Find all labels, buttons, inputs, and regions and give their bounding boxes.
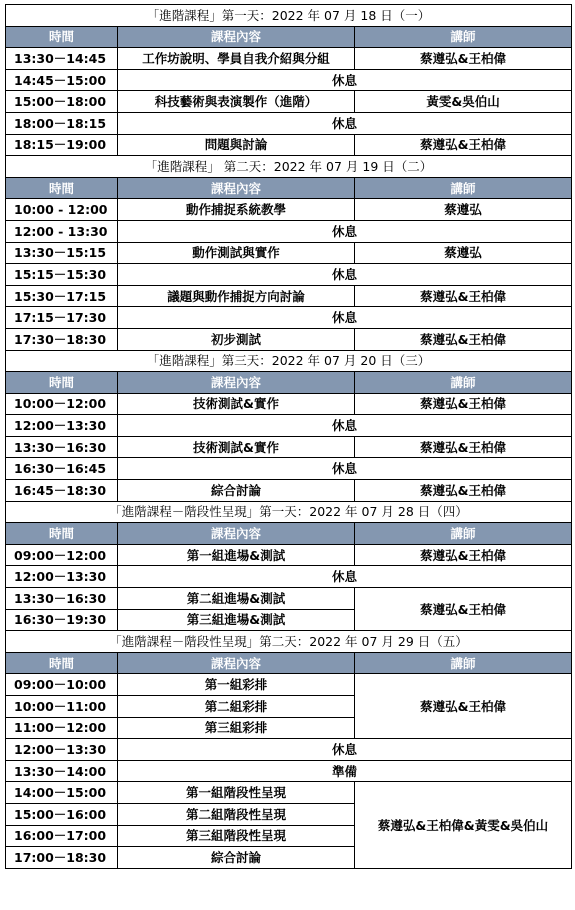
day-title: 「進階課程」第三天：2022 年 07 月 20 日（三） xyxy=(6,350,572,372)
session-time: 16:00－17:00 xyxy=(6,825,118,847)
session-teacher: 蔡遵弘&王柏偉 xyxy=(355,48,572,70)
day-title-row xyxy=(6,631,572,653)
break-label: 休息 xyxy=(118,566,572,588)
session-row xyxy=(6,199,572,221)
session-time: 16:30－16:45 xyxy=(6,458,118,480)
session-teacher: 蔡遵弘&王柏偉 xyxy=(355,436,572,458)
session-time: 17:00－18:30 xyxy=(6,847,118,869)
header-time: 時間 xyxy=(6,26,118,48)
session-time: 12:00－13:30 xyxy=(6,566,118,588)
header-teacher: 講師 xyxy=(355,652,572,674)
break-row xyxy=(6,458,572,480)
session-time: 14:00－15:00 xyxy=(6,782,118,804)
day-title-row xyxy=(6,5,572,27)
header-content: 課程內容 xyxy=(118,523,355,545)
session-time: 12:00－13:30 xyxy=(6,415,118,437)
header-content: 課程內容 xyxy=(118,372,355,394)
session-row xyxy=(6,328,572,350)
session-content: 動作測試與實作 xyxy=(118,242,355,264)
session-time: 10:00 - 12:00 xyxy=(6,199,118,221)
session-row xyxy=(6,393,572,415)
break-row xyxy=(6,112,572,134)
session-time: 13:30－14:45 xyxy=(6,48,118,70)
session-time: 16:45－18:30 xyxy=(6,480,118,502)
day-title-row xyxy=(6,156,572,178)
session-content: 第二組階段性呈現 xyxy=(118,803,355,825)
session-content: 第一組階段性呈現 xyxy=(118,782,355,804)
session-time: 14:45－15:00 xyxy=(6,69,118,91)
session-time: 12:00 - 13:30 xyxy=(6,220,118,242)
session-content: 第三組彩排 xyxy=(118,717,355,739)
break-row xyxy=(6,69,572,91)
session-content: 動作捕捉系統教學 xyxy=(118,199,355,221)
session-row xyxy=(6,134,572,156)
session-row xyxy=(6,588,572,610)
header-content: 課程內容 xyxy=(118,652,355,674)
day-title-row xyxy=(6,501,572,523)
session-time: 13:30－16:30 xyxy=(6,588,118,610)
session-time: 10:00－12:00 xyxy=(6,393,118,415)
session-teacher: 蔡遵弘&王柏偉 xyxy=(355,285,572,307)
day-title: 「進階課程－階段性呈現」第二天：2022 年 07 月 29 日（五） xyxy=(6,631,572,653)
session-time: 09:00－10:00 xyxy=(6,674,118,696)
header-teacher: 講師 xyxy=(355,523,572,545)
session-teacher: 蔡遵弘&王柏偉 xyxy=(355,544,572,566)
schedule-body xyxy=(6,5,572,869)
header-content: 課程內容 xyxy=(118,26,355,48)
session-time: 15:00－18:00 xyxy=(6,91,118,113)
break-label: 休息 xyxy=(118,739,572,761)
break-label: 準備 xyxy=(118,760,572,782)
break-label: 休息 xyxy=(118,220,572,242)
break-row xyxy=(6,760,572,782)
session-time: 15:30－17:15 xyxy=(6,285,118,307)
session-row xyxy=(6,782,572,804)
session-row xyxy=(6,48,572,70)
session-content: 第一組彩排 xyxy=(118,674,355,696)
header-time: 時間 xyxy=(6,177,118,199)
day-title: 「進階課程」 第二天：2022 年 07 月 19 日（二） xyxy=(6,156,572,178)
session-teacher: 蔡遵弘&王柏偉 xyxy=(355,588,572,631)
session-row xyxy=(6,480,572,502)
session-time: 13:30－15:15 xyxy=(6,242,118,264)
session-content: 綜合討論 xyxy=(118,480,355,502)
session-content: 問題與討論 xyxy=(118,134,355,156)
session-time: 12:00－13:30 xyxy=(6,739,118,761)
break-row xyxy=(6,739,572,761)
break-label: 休息 xyxy=(118,458,572,480)
session-content: 第二組進場&測試 xyxy=(118,588,355,610)
session-row xyxy=(6,242,572,264)
header-time: 時間 xyxy=(6,523,118,545)
header-time: 時間 xyxy=(6,652,118,674)
session-time: 16:30－19:30 xyxy=(6,609,118,631)
column-header-row xyxy=(6,26,572,48)
session-content: 科技藝術與表演製作（進階） xyxy=(118,91,355,113)
column-header-row xyxy=(6,372,572,394)
column-header-row xyxy=(6,523,572,545)
session-content: 工作坊說明、學員自我介紹與分組 xyxy=(118,48,355,70)
session-teacher: 蔡遵弘&王柏偉&黃雯&吳伯山 xyxy=(355,782,572,868)
break-label: 休息 xyxy=(118,307,572,329)
session-content: 第三組階段性呈現 xyxy=(118,825,355,847)
session-time: 15:00－16:00 xyxy=(6,803,118,825)
session-time: 18:15－19:00 xyxy=(6,134,118,156)
session-time: 17:15－17:30 xyxy=(6,307,118,329)
break-row xyxy=(6,566,572,588)
session-content: 第一組進場&測試 xyxy=(118,544,355,566)
session-teacher: 蔡遵弘&王柏偉 xyxy=(355,393,572,415)
session-content: 技術測試&實作 xyxy=(118,436,355,458)
break-row xyxy=(6,264,572,286)
session-time: 17:30－18:30 xyxy=(6,328,118,350)
session-row xyxy=(6,436,572,458)
session-content: 初步測試 xyxy=(118,328,355,350)
session-teacher: 蔡遵弘&王柏偉 xyxy=(355,134,572,156)
session-content: 議題與動作捕捉方向討論 xyxy=(118,285,355,307)
day-title: 「進階課程－階段性呈現」第一天：2022 年 07 月 28 日（四） xyxy=(6,501,572,523)
column-header-row xyxy=(6,177,572,199)
break-row xyxy=(6,415,572,437)
header-teacher: 講師 xyxy=(355,26,572,48)
break-label: 休息 xyxy=(118,112,572,134)
day-title-row xyxy=(6,350,572,372)
break-row xyxy=(6,307,572,329)
session-teacher: 蔡遵弘&王柏偉 xyxy=(355,328,572,350)
schedule-table xyxy=(5,4,572,869)
session-time: 09:00－12:00 xyxy=(6,544,118,566)
day-title: 「進階課程」第一天：2022 年 07 月 18 日（一） xyxy=(6,5,572,27)
break-label: 休息 xyxy=(118,415,572,437)
session-content: 技術測試&實作 xyxy=(118,393,355,415)
session-time: 11:00－12:00 xyxy=(6,717,118,739)
session-time: 13:30－16:30 xyxy=(6,436,118,458)
column-header-row xyxy=(6,652,572,674)
break-label: 休息 xyxy=(118,264,572,286)
session-content: 第三組進場&測試 xyxy=(118,609,355,631)
session-row xyxy=(6,285,572,307)
session-time: 13:30－14:00 xyxy=(6,760,118,782)
session-teacher: 蔡遵弘&王柏偉 xyxy=(355,674,572,739)
session-teacher: 蔡遵弘 xyxy=(355,242,572,264)
session-content: 第二組彩排 xyxy=(118,696,355,718)
break-row xyxy=(6,220,572,242)
session-teacher: 蔡遵弘 xyxy=(355,199,572,221)
session-time: 10:00－11:00 xyxy=(6,696,118,718)
session-row xyxy=(6,544,572,566)
header-content: 課程內容 xyxy=(118,177,355,199)
session-row xyxy=(6,91,572,113)
session-row xyxy=(6,674,572,696)
header-teacher: 講師 xyxy=(355,177,572,199)
break-label: 休息 xyxy=(118,69,572,91)
session-teacher: 黃雯&吳伯山 xyxy=(355,91,572,113)
session-time: 15:15－15:30 xyxy=(6,264,118,286)
header-time: 時間 xyxy=(6,372,118,394)
session-content: 綜合討論 xyxy=(118,847,355,869)
header-teacher: 講師 xyxy=(355,372,572,394)
session-teacher: 蔡遵弘&王柏偉 xyxy=(355,480,572,502)
session-time: 18:00－18:15 xyxy=(6,112,118,134)
